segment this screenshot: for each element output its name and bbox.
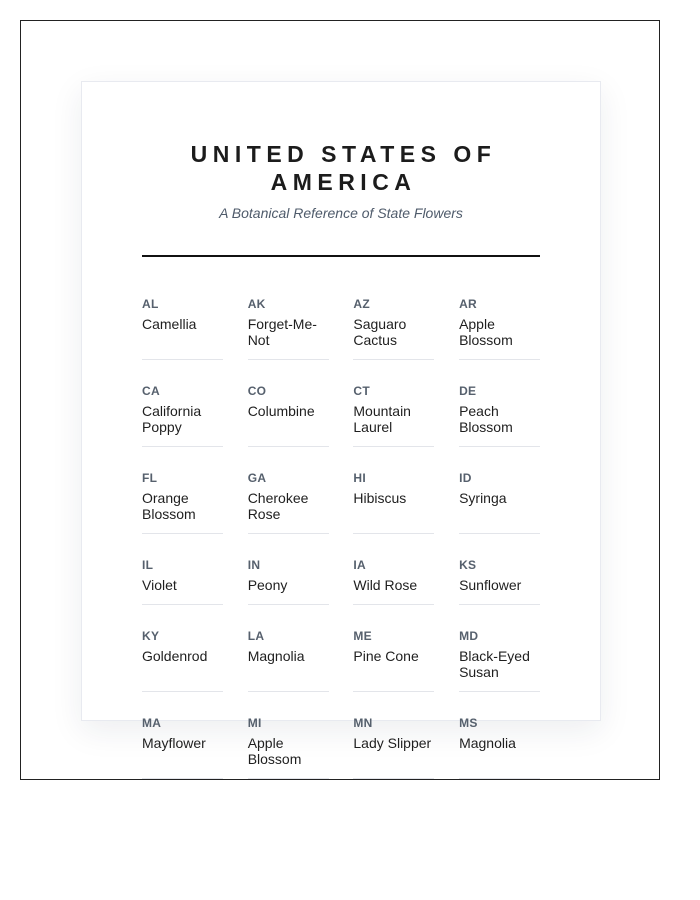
state-entry [248,716,329,779]
title-divider [142,255,540,257]
state-flower: Lady Slipper [353,735,432,751]
state-entry [353,297,434,360]
state-abbreviation: KY [142,629,160,643]
state-abbreviation: HI [353,471,366,485]
state-flower: Goldenrod [142,648,208,664]
state-flower: California Poppy [142,403,202,435]
state-abbreviation: AK [247,297,266,311]
state-entry [459,297,540,360]
state-entry [142,558,223,605]
state-abbreviation: FL [142,471,158,485]
state-flower: Hibiscus [353,490,407,506]
page-subtitle: A Botanical Reference of State Flowers [219,205,463,221]
state-flower: Cherokee Rose [247,490,309,522]
state-abbreviation: IA [353,558,366,572]
state-flower: Apple Blossom [459,316,513,348]
state-abbreviation: CT [353,384,370,398]
state-entry [353,558,434,605]
state-abbreviation: MI [247,716,262,730]
state-entry [248,558,329,605]
state-flower: Columbine [247,403,315,419]
state-abbreviation: GA [247,471,267,485]
state-entry [459,471,540,534]
state-abbreviation: DE [459,384,477,398]
state-flower-grid [142,297,540,779]
state-flower: Pine Cone [353,648,419,664]
state-entry [248,297,329,360]
state-entry [248,471,329,534]
state-flower: Mountain Laurel [353,403,411,435]
state-entry [353,384,434,447]
page-title: UNITED STATES OF AMERICA [190,141,497,195]
state-flower: Mayflower [142,735,206,751]
state-abbreviation: MN [353,716,373,730]
state-flower: Peach Blossom [459,403,513,435]
state-flower: Apple Blossom [247,735,302,767]
state-flower: Violet [142,577,177,593]
state-abbreviation: KS [459,558,477,572]
state-abbreviation: ME [353,629,372,643]
state-abbreviation: IN [247,558,261,572]
state-abbreviation: MS [459,716,478,730]
state-entry [248,384,329,447]
state-flower: Forget-Me-Not [247,316,317,348]
state-entry [459,384,540,447]
state-flower: Sunflower [459,577,522,593]
state-flower: Orange Blossom [142,490,196,522]
state-abbreviation: ID [459,471,472,485]
state-flower: Peony [247,577,288,593]
state-entry [459,629,540,692]
state-flower: Wild Rose [353,577,418,593]
state-abbreviation: LA [247,629,265,643]
state-entry [459,558,540,605]
state-abbreviation: MA [142,716,162,730]
state-entry [459,716,540,779]
state-entry [142,384,223,447]
state-abbreviation: CO [247,384,267,398]
state-entry [353,629,434,692]
card-content [142,140,540,779]
state-entry [142,716,223,779]
state-flower: Camellia [142,316,197,332]
state-abbreviation: AR [459,297,477,311]
state-abbreviation: IL [142,558,154,572]
state-entry [142,297,223,360]
state-flower: Saguaro Cactus [353,316,407,348]
state-flower: Black-Eyed Susan [459,648,530,680]
state-flower: Magnolia [247,648,305,664]
state-entry [142,629,223,692]
state-entry [248,629,329,692]
state-abbreviation: AL [142,297,159,311]
state-entry [353,471,434,534]
state-entry [142,471,223,534]
state-abbreviation: CA [142,384,160,398]
state-abbreviation: MD [459,629,479,643]
state-flower: Syringa [459,490,507,506]
state-entry [353,716,434,779]
state-flower: Magnolia [459,735,516,751]
state-abbreviation: AZ [353,297,370,311]
